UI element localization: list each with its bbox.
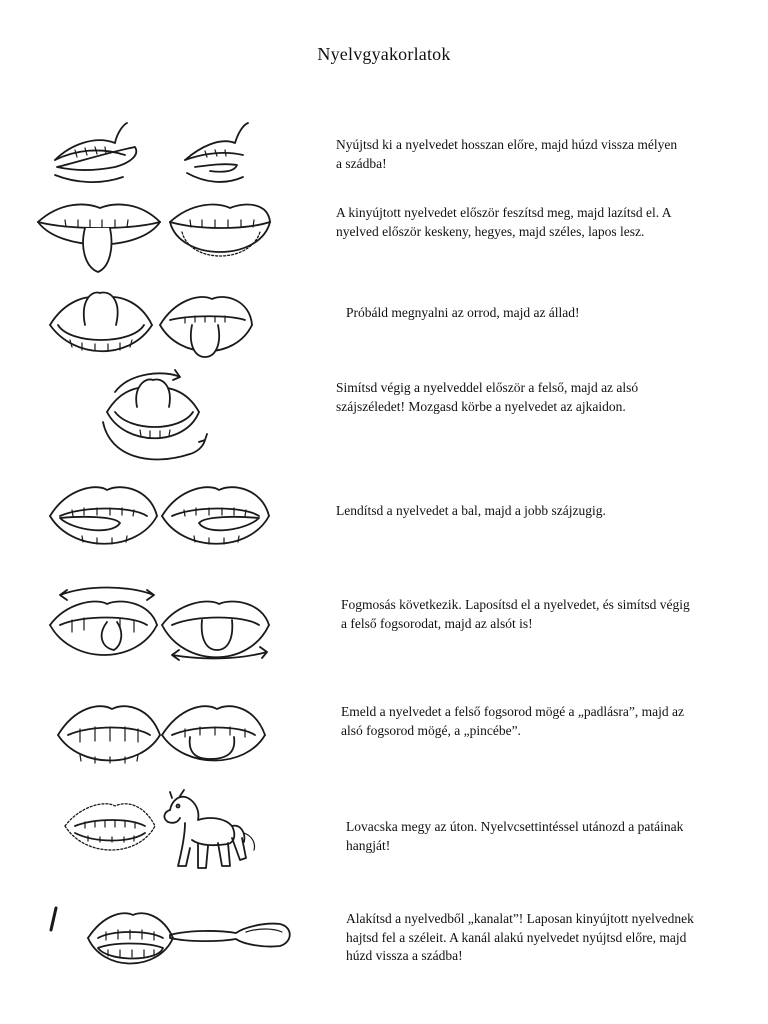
tongue-spoon-illustration [48, 900, 293, 980]
tongue-circling-lips-illustration [95, 362, 215, 472]
exercise-8-text: Lovacska megy az úton. Nyelvcsettintéssel utánozd a patáinak hangját! [346, 819, 684, 853]
exercise-6-text: Fogmosás következik. Laposítsd el a nyelvedet, és simítsd végig a felső fogsorodat, majd az alsót is! [341, 597, 690, 631]
exercise-9-text: Alakítsd a nyelvedből „kanalat”! Laposan kinyújtott nyelvednek hajtsd fel a széleit. A kanál alakú nyelvedet nyújtsd előre, majd húzd vissza a szádba! [346, 911, 694, 963]
tongue-narrow-then-wide-illustration [30, 192, 275, 282]
exercise-1-text: Nyújtsd ki a nyelvedet hosszan előre, majd húzd vissza mélyen a szádba! [336, 137, 678, 171]
page-title: Nyelvgyakorlatok [317, 44, 451, 64]
tongue-up-and-down-illustration [40, 285, 255, 370]
exercise-4-text: Simítsd végig a nyelveddel először a felső, majd az alsó szájszéledet! Mozgasd körbe a nyelvedet az ajkaidon. [336, 380, 639, 414]
tongue-behind-teeth-illustration [50, 697, 270, 777]
exercise-2-text: A kinyújtott nyelvedet először feszítsd meg, majd lazítsd el. A nyelved először keskeny, hegyes, majd széles, lapos lesz. [336, 205, 671, 239]
exercise-7-text: Emeld a nyelvedet a felső fogsorod mögé a „padlásra”, majd az alsó fogsorod mögé, a „pincébe”. [341, 704, 684, 738]
exercise-3-text: Próbáld megnyalni az orrod, majd az állad! [346, 305, 580, 320]
exercise-5-text: Lendítsd a nyelvedet a bal, majd a jobb szájzugig. [336, 503, 606, 518]
tongue-brushing-teeth-illustration [42, 580, 272, 675]
tongue-click-horse-illustration [60, 788, 260, 878]
tongue-left-right-illustration [42, 478, 272, 558]
tongue-out-and-back-illustration [45, 115, 260, 190]
